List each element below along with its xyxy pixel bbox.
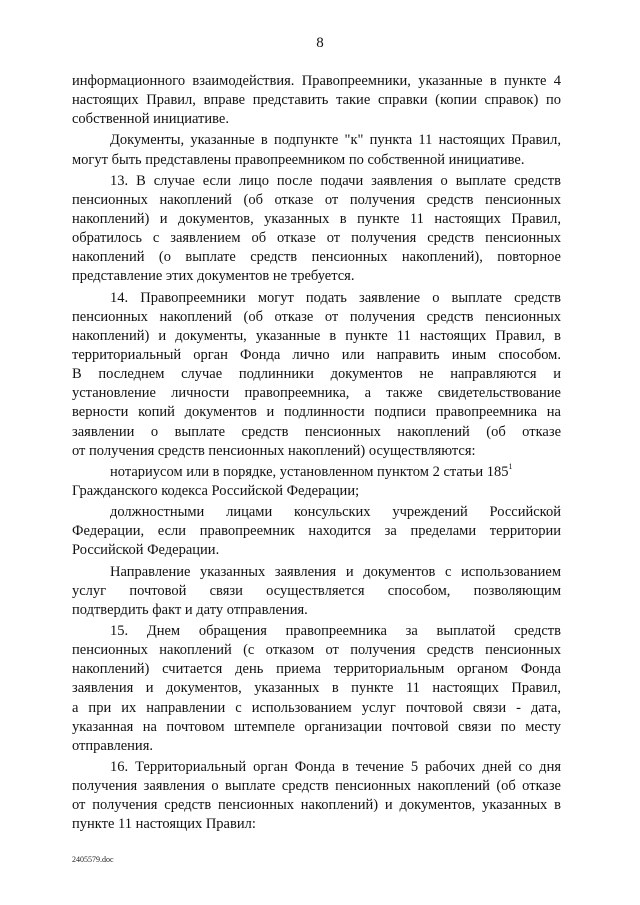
clause-16 xyxy=(72,758,561,835)
text-line: В последнем случае подлинники документов не направляются и xyxy=(72,366,561,383)
page-number: 8 xyxy=(316,35,324,51)
clause-14 xyxy=(72,289,561,461)
text-line: пенсионных накоплений (об отказе от получения средств пенсионных xyxy=(72,191,561,208)
paragraph-continuation xyxy=(72,72,561,129)
list-item-consular xyxy=(72,503,561,560)
text-line: Направление указанных заявления и документов с использованием xyxy=(110,563,561,580)
text-line: 15. Днем обращения правопреемника за выплатой средств xyxy=(110,622,561,639)
text-line: Российской Федерации. xyxy=(72,542,220,559)
text-line: информационного взаимодействия. Правопреемники, указанные в пункте 4 xyxy=(72,73,561,89)
text-line: 16. Территориальный орган Фонда в течение 5 рабочих дней со дня xyxy=(110,758,561,775)
text-line: 13. В случае если лицо после подачи заявления о выплате средств xyxy=(110,172,561,189)
paragraph-postal xyxy=(72,563,561,620)
text-line: указанная на почтовом штемпеле организации почтовой связи по месту xyxy=(72,718,561,735)
document-body xyxy=(72,72,561,834)
document-file-id: 2405579.doc xyxy=(72,855,114,864)
text-line: 14. Правопреемники могут подать заявление о выплате средств xyxy=(110,289,561,306)
text-line: накоплений) и документы, указанные в пункте 11 настоящих Правил, в xyxy=(72,327,561,344)
text-line: услуг почтовой связи осуществляется способом, позволяющим xyxy=(72,582,561,599)
text-line: Гражданского кодекса Российской Федерации; xyxy=(72,482,360,499)
text-line: территориальный орган Фонда лично или направить иным способом. xyxy=(72,346,561,363)
text-line: представление этих документов не требуется. xyxy=(72,268,355,285)
text-line: от получения средств пенсионных накоплений) и документов, указанных в xyxy=(72,797,561,814)
clause-13 xyxy=(72,172,561,287)
text-line: получения заявления о выплате средств пенсионных накоплений (об отказе xyxy=(72,778,561,795)
superscript: 1 xyxy=(508,461,513,471)
text-line: накоплений) считается день приема территориальным органом Фонда xyxy=(72,661,561,678)
text-line: Федерации, если правопреемник находится за пределами территории xyxy=(72,523,561,540)
text-line: могут быть представлены правопреемником по собственной инициативе. xyxy=(72,151,525,168)
text-line: обратилось с заявлением об отказе от получения средств пенсионных xyxy=(72,230,561,247)
text-line: от получения средств пенсионных накоплений) осуществляются: xyxy=(72,442,476,459)
text-line-content: нотариусом или в порядке, установленном пунктом 2 статьи 185 xyxy=(110,463,509,480)
text-line: верности копий документов и подлинности подписи правопреемника на xyxy=(72,404,561,421)
text-line: пенсионных накоплений (об отказе от получения средств пенсионных xyxy=(72,308,561,325)
list-item-notary xyxy=(72,463,561,501)
text-line: установление личности правопреемника, а также свидетельствование xyxy=(72,385,561,402)
text-line: собственной инициативе. xyxy=(72,111,229,128)
text-line: отправления. xyxy=(72,737,153,754)
text-line: пункте 11 настоящих Правил: xyxy=(72,816,256,833)
paragraph-documents-initiative xyxy=(72,131,561,169)
text-line: заявлении о выплате средств пенсионных накоплений (об отказе xyxy=(72,423,561,440)
text-line: подтвердить факт и дату отправления. xyxy=(72,601,308,618)
text-line: накоплений) и документов, указанных в пункте 11 настоящих Правил, xyxy=(72,210,561,227)
text-line: заявления и документов, указанных в пункте 11 настоящих Правил, xyxy=(72,680,561,697)
text-line: а при их направлении с использованием услуг почтовой связи - дата, xyxy=(72,699,561,716)
text-line: пенсионных накоплений (с отказом от получения средств пенсионных xyxy=(72,642,561,659)
text-line xyxy=(72,463,561,482)
clause-15 xyxy=(72,622,561,756)
text-line: Документы, указанные в подпункте "к" пункта 11 настоящих Правил, xyxy=(110,132,561,149)
text-line: накоплений (о выплате средств пенсионных накоплений), повторное xyxy=(72,249,561,266)
text-line: настоящих Правил, вправе представить такие справки (копии справок) по xyxy=(72,92,561,109)
text-line: должностными лицами консульских учреждений Российской xyxy=(110,504,561,521)
